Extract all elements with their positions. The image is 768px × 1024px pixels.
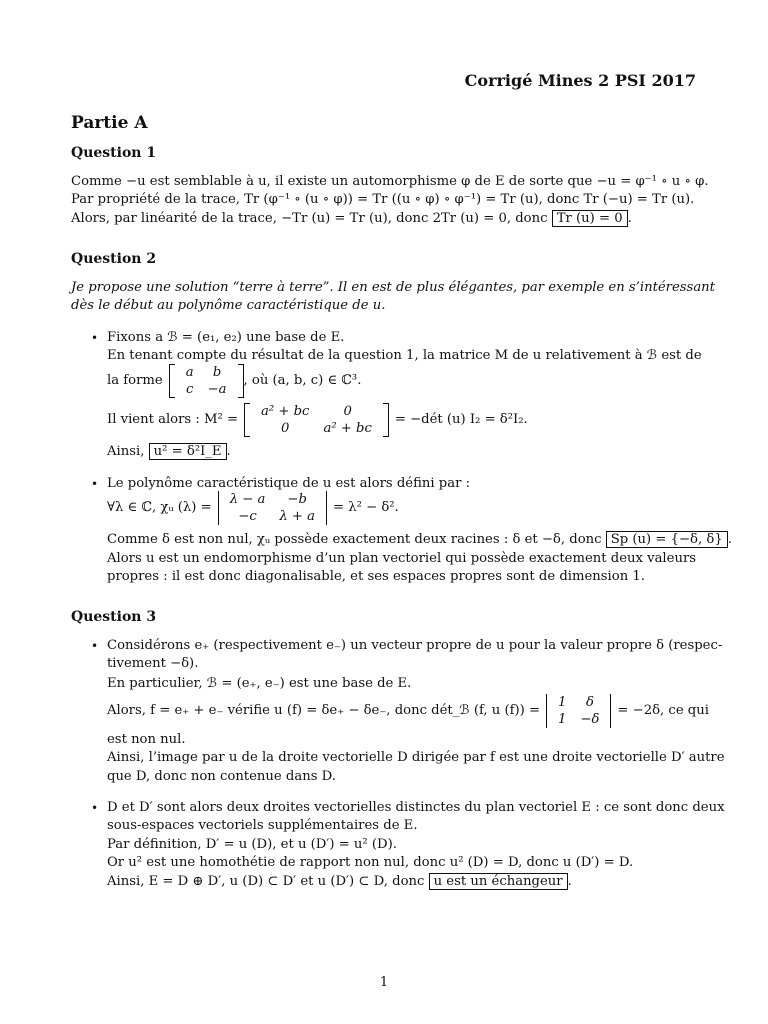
- q1-result-box: Tr (u) = 0: [552, 210, 628, 227]
- document-title: Corrigé Mines 2 PSI 2017: [464, 71, 696, 90]
- q3-result-box: u est un échangeur: [429, 873, 568, 890]
- q1-line-3: Alors, par linéarité de la trace, −Tr (u) = Tr (u), donc 2Tr (u) = 0, donc Tr (u) = 0 .: [71, 211, 632, 226]
- matrix-cell: 0: [343, 404, 352, 419]
- q3-b2-line-5-text: Ainsi, E = D ⊕ D′, u (D) ⊂ D′ et u (D′) ⊂ D, donc: [107, 874, 425, 889]
- q1-line-1: Comme −u est semblable à u, il existe un automorphisme φ de E de sorte que −u = φ⁻¹ ∘ u ∘ φ.: [71, 174, 709, 189]
- q2-intro-1: Je propose une solution “terre à terre”. Il en est de plus élégantes, par exemple en s’intéressant: [71, 280, 715, 295]
- q3-b1-line-7: que D, donc non contenue dans D.: [107, 769, 336, 784]
- q2-result-box-1: u² = δ²I_E: [149, 443, 227, 460]
- q2-b1-line-5: Ainsi, u² = δ²I_E .: [107, 444, 231, 459]
- q3-b1-line-4: [107, 694, 709, 728]
- q3-b1-line-4-lead: Alors, f = e₊ + e₋ vérifie u (f) = δe₊ − δe₋, donc dét_ℬ (f, u (f)) =: [107, 703, 541, 718]
- matrix-cell: 1: [558, 695, 567, 710]
- matrix-cell: λ − a: [229, 492, 266, 507]
- q2-b2-line-2-lead: ∀λ ∈ ℂ, χᵤ (λ) =: [107, 500, 212, 515]
- q2-b2-line-4: Alors u est un endomorphisme d’un plan vectoriel qui possède exactement deux valeurs: [107, 551, 697, 566]
- page-number: 1: [379, 975, 389, 990]
- part-title: Partie A: [71, 113, 148, 133]
- matrix-M-squared: [244, 403, 389, 437]
- q3-b1-line-4-tail: = −2δ, ce qui: [617, 703, 709, 718]
- q1-line-3-text: Alors, par linéarité de la trace, −Tr (u) = Tr (u), donc 2Tr (u) = 0, donc: [71, 211, 548, 226]
- matrix-cell: −a: [207, 382, 227, 397]
- q3-b2-line-2: sous-espaces vectoriels supplémentaires de E.: [107, 818, 418, 833]
- question-1-title: Question 1: [71, 145, 157, 161]
- q2-b2-line-3: Comme δ est non nul, χᵤ possède exactement deux racines : δ et −δ, donc Sp (u) = {−δ, δ} .: [107, 532, 732, 547]
- determinant-chi: [218, 491, 327, 525]
- matrix-M: [169, 364, 244, 398]
- q2-b1-line-3: [107, 364, 361, 398]
- matrix-cell: 0: [281, 421, 290, 436]
- q2-b1-line-3-lead: la forme: [107, 373, 163, 388]
- bullet-icon: •: [91, 639, 99, 653]
- q3-b2-line-4: Or u² est une homothétie de rapport non nul, donc u² (D) = D, donc u (D′) = D.: [107, 855, 634, 870]
- q3-b1-line-6: Ainsi, l’image par u de la droite vectorielle D dirigée par f est une droite vectorielle D′ autre: [107, 750, 725, 765]
- question-2-title: Question 2: [71, 251, 157, 267]
- q3-b1-line-2: tivement −δ).: [107, 656, 199, 671]
- bullet-icon: •: [91, 801, 99, 815]
- q3-b2-line-3: Par définition, D′ = u (D), et u (D′) = u² (D).: [107, 837, 397, 852]
- q2-b1-line-5-lead: Ainsi,: [107, 444, 145, 459]
- q2-b1-line-4-lead: Il vient alors : M² =: [107, 412, 239, 427]
- q2-result-box-2: Sp (u) = {−δ, δ}: [606, 531, 728, 548]
- matrix-cell: −c: [238, 509, 257, 524]
- q2-b1-line-4: [107, 403, 528, 437]
- matrix-cell: λ + a: [279, 509, 315, 524]
- matrix-cell: a² + bc: [261, 404, 310, 419]
- determinant-f-uf: [546, 694, 611, 728]
- q3-b1-line-1: Considérons e₊ (respectivement e₋) un vecteur propre de u pour la valeur propre δ (respec-: [107, 638, 723, 653]
- matrix-cell: −δ: [580, 712, 600, 727]
- q2-b1-line-3-tail: , où (a, b, c) ∈ ℂ³.: [243, 373, 362, 388]
- q2-b1-line-1: Fixons a ℬ = (e₁, e₂) une base de E.: [107, 330, 345, 345]
- q2-b2-line-2-tail: = λ² − δ².: [333, 500, 399, 515]
- matrix-cell: −b: [287, 492, 307, 507]
- question-3-title: Question 3: [71, 609, 157, 625]
- matrix-cell: a: [185, 365, 194, 380]
- matrix-cell: b: [212, 365, 222, 380]
- matrix-cell: a² + bc: [323, 421, 372, 436]
- q2-b1-line-4-tail: = −dét (u) I₂ = δ²I₂.: [394, 412, 528, 427]
- q1-line-2: Par propriété de la trace, Tr (φ⁻¹ ∘ (u ∘ φ)) = Tr ((u ∘ φ) ∘ φ⁻¹) = Tr (u), donc Tr (−u) = Tr (u).: [71, 192, 695, 207]
- matrix-cell: δ: [585, 695, 594, 710]
- q2-b2-line-1: Le polynôme caractéristique de u est alors défini par :: [107, 476, 471, 491]
- q3-b1-line-3: En particulier, ℬ = (e₊, e₋) est une base de E.: [107, 676, 412, 691]
- matrix-cell: 1: [558, 712, 567, 727]
- q3-b2-line-5: Ainsi, E = D ⊕ D′, u (D) ⊂ D′ et u (D′) ⊂ D, donc u est un échangeur .: [107, 874, 572, 889]
- bullet-icon: •: [91, 331, 99, 345]
- q2-b2-line-5: propres : il est donc diagonalisable, et ses espaces propres sont de dimension 1.: [107, 569, 645, 584]
- q2-b2-line-2: [107, 491, 399, 525]
- q2-b2-line-3-text: Comme δ est non nul, χᵤ possède exactement deux racines : δ et −δ, donc: [107, 532, 602, 547]
- q3-b2-line-1: D et D′ sont alors deux droites vectorielles distinctes du plan vectoriel E : ce sont donc deux: [107, 800, 725, 815]
- bullet-icon: •: [91, 477, 99, 491]
- q3-b1-line-5: est non nul.: [107, 732, 186, 747]
- q2-b1-line-2: En tenant compte du résultat de la question 1, la matrice M de u relativement à ℬ est de: [107, 348, 702, 363]
- q2-intro-2: dès le début au polynôme caractéristique de u.: [71, 298, 386, 313]
- matrix-cell: c: [185, 382, 194, 397]
